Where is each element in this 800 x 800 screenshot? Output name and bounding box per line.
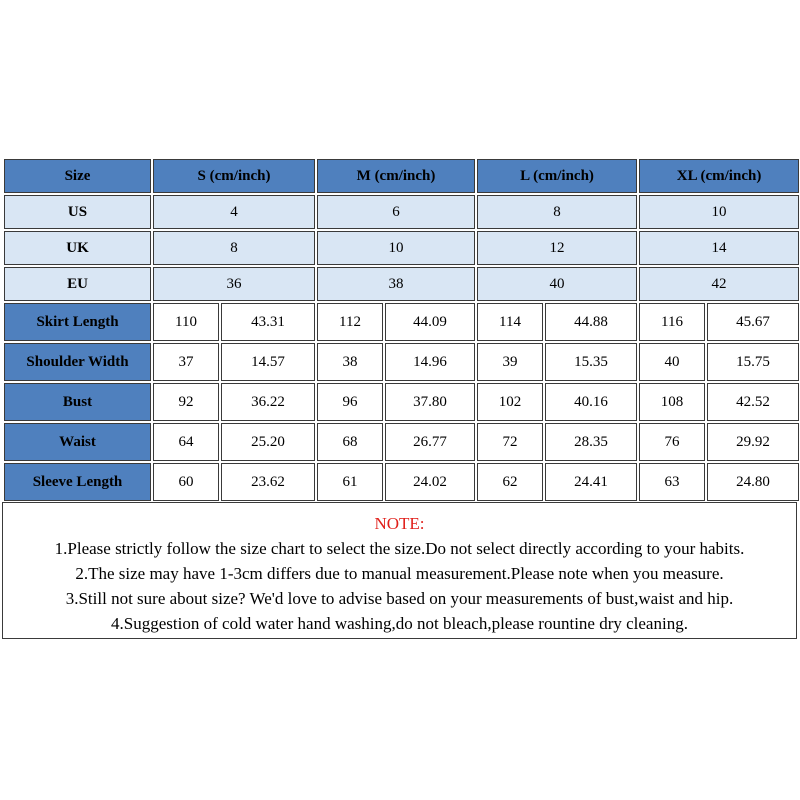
row-label: US	[4, 195, 151, 229]
size-value: 10	[317, 231, 475, 265]
row-label: Bust	[4, 383, 151, 421]
table-row	[4, 383, 799, 421]
row-label: Sleeve Length	[4, 463, 151, 501]
row-label: Shoulder Width	[4, 343, 151, 381]
cm-value: 38	[317, 343, 383, 381]
cm-value: 40	[639, 343, 705, 381]
inch-value: 14.57	[221, 343, 315, 381]
size-column-header: S (cm/inch)	[153, 159, 315, 193]
inch-value: 24.02	[385, 463, 475, 501]
size-value: 38	[317, 267, 475, 301]
cm-value: 102	[477, 383, 543, 421]
inch-value: 44.09	[385, 303, 475, 341]
cm-value: 62	[477, 463, 543, 501]
cm-value: 63	[639, 463, 705, 501]
inch-value: 24.80	[707, 463, 799, 501]
inch-value: 36.22	[221, 383, 315, 421]
cm-value: 110	[153, 303, 219, 341]
note-line-3: 3.Still not sure about size? We'd love to advise based on your measurements of bust,waist and hip.	[65, 589, 734, 608]
table-row	[4, 231, 799, 265]
note-line-2: 2.The size may have 1-3cm differs due to manual measurement.Please note when you measure.	[75, 564, 724, 583]
size-column-header: XL (cm/inch)	[639, 159, 799, 193]
inch-value: 44.88	[545, 303, 637, 341]
cm-value: 116	[639, 303, 705, 341]
inch-value: 24.41	[545, 463, 637, 501]
cm-value: 112	[317, 303, 383, 341]
size-column-header: L (cm/inch)	[477, 159, 637, 193]
inch-value: 15.35	[545, 343, 637, 381]
size-value: 6	[317, 195, 475, 229]
size-value: 4	[153, 195, 315, 229]
note-title: NOTE:	[374, 514, 425, 533]
row-label: EU	[4, 267, 151, 301]
size-value: 8	[153, 231, 315, 265]
cm-value: 64	[153, 423, 219, 461]
size-value: 36	[153, 267, 315, 301]
table-row	[4, 303, 799, 341]
inch-value: 40.16	[545, 383, 637, 421]
cm-value: 114	[477, 303, 543, 341]
table-row	[4, 343, 799, 381]
inch-value: 28.35	[545, 423, 637, 461]
cm-value: 61	[317, 463, 383, 501]
cm-value: 92	[153, 383, 219, 421]
row-label: UK	[4, 231, 151, 265]
size-chart	[2, 157, 799, 503]
inch-value: 43.31	[221, 303, 315, 341]
table-row	[4, 423, 799, 461]
cm-value: 76	[639, 423, 705, 461]
inch-value: 42.52	[707, 383, 799, 421]
note-line-4: 4.Suggestion of cold water hand washing,do not bleach,please rountine dry cleaning.	[111, 614, 688, 633]
cm-value: 96	[317, 383, 383, 421]
size-value: 42	[639, 267, 799, 301]
inch-value: 25.20	[221, 423, 315, 461]
table-header-row	[4, 159, 799, 193]
inch-value: 45.67	[707, 303, 799, 341]
cm-value: 68	[317, 423, 383, 461]
size-header: Size	[4, 159, 151, 193]
size-value: 10	[639, 195, 799, 229]
size-value: 12	[477, 231, 637, 265]
size-column-header: M (cm/inch)	[317, 159, 475, 193]
row-label: Skirt Length	[4, 303, 151, 341]
table-row	[4, 195, 799, 229]
inch-value: 37.80	[385, 383, 475, 421]
row-label: Waist	[4, 423, 151, 461]
table-row	[4, 267, 799, 301]
cm-value: 108	[639, 383, 705, 421]
size-value: 8	[477, 195, 637, 229]
size-value: 14	[639, 231, 799, 265]
note-box	[2, 502, 797, 639]
cm-value: 72	[477, 423, 543, 461]
size-value: 40	[477, 267, 637, 301]
inch-value: 15.75	[707, 343, 799, 381]
table-row	[4, 463, 799, 501]
cm-value: 37	[153, 343, 219, 381]
note-line-1: 1.Please strictly follow the size chart to select the size.Do not select directly according to your habits.	[54, 539, 745, 558]
inch-value: 26.77	[385, 423, 475, 461]
cm-value: 39	[477, 343, 543, 381]
inch-value: 23.62	[221, 463, 315, 501]
size-table	[2, 157, 800, 503]
inch-value: 29.92	[707, 423, 799, 461]
inch-value: 14.96	[385, 343, 475, 381]
cm-value: 60	[153, 463, 219, 501]
